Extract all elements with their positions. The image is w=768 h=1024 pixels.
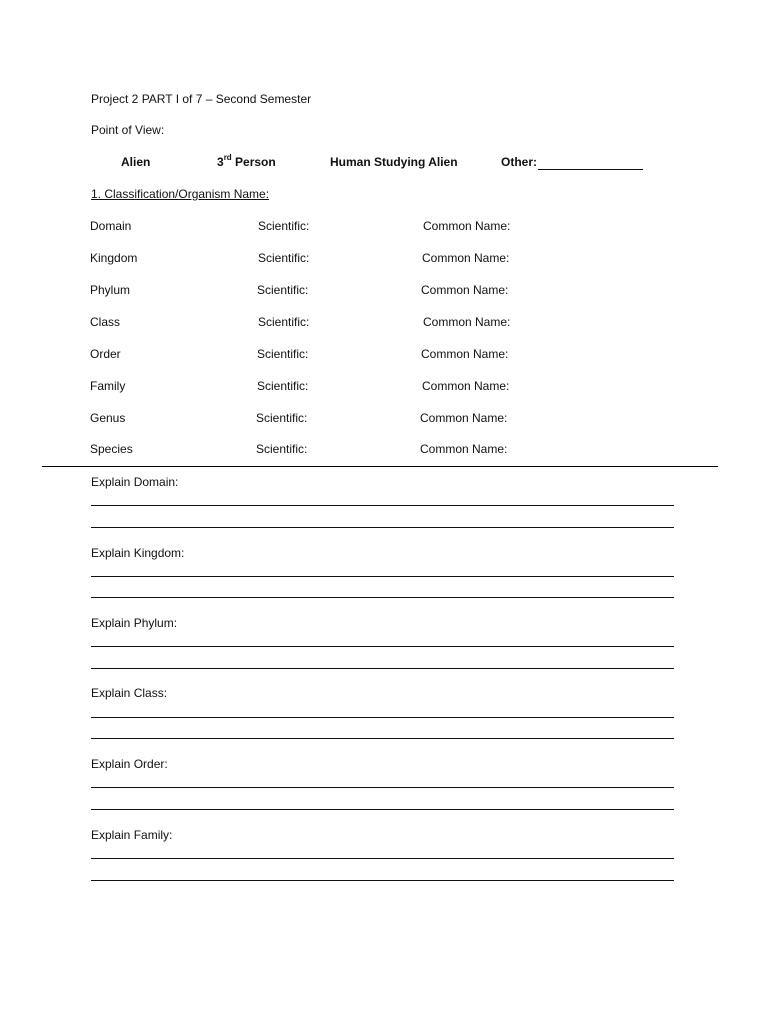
scientific-label: Scientific: — [257, 283, 309, 297]
pov-option-alien[interactable]: Alien — [121, 155, 151, 169]
explain-label: Explain Phylum: — [91, 616, 178, 630]
explain-label: Explain Family: — [91, 828, 173, 842]
rank-label: Species — [90, 442, 133, 456]
scientific-label: Scientific: — [257, 379, 309, 393]
rank-label: Order — [90, 347, 121, 361]
section-heading-classification: 1. Classification/Organism Name: — [91, 187, 270, 201]
answer-line[interactable] — [91, 738, 674, 739]
rank-label: Domain — [90, 219, 132, 233]
rank-label: Family — [90, 379, 126, 393]
point-of-view-label: Point of View: — [91, 123, 165, 137]
answer-line[interactable] — [91, 880, 674, 881]
answer-line[interactable] — [91, 787, 674, 788]
answer-line[interactable] — [91, 668, 674, 669]
common-name-label: Common Name: — [421, 283, 509, 297]
answer-line[interactable] — [91, 646, 674, 647]
explain-label: Explain Class: — [91, 686, 168, 700]
third-rest: Person — [231, 155, 276, 169]
answer-line[interactable] — [91, 809, 674, 810]
other-blank-line[interactable] — [538, 158, 643, 170]
rank-label: Phylum — [90, 283, 131, 297]
rank-label: Class — [90, 315, 121, 329]
answer-line[interactable] — [91, 527, 674, 528]
answer-line[interactable] — [91, 576, 674, 577]
scientific-label: Scientific: — [258, 219, 310, 233]
common-name-label: Common Name: — [420, 411, 508, 425]
scientific-label: Scientific: — [256, 411, 308, 425]
scientific-label: Scientific: — [256, 442, 308, 456]
answer-line[interactable] — [91, 505, 674, 506]
scientific-label: Scientific: — [258, 315, 310, 329]
third-number: 3 — [217, 155, 224, 169]
common-name-label: Common Name: — [420, 442, 508, 456]
explain-label: Explain Kingdom: — [91, 546, 185, 560]
page-title: Project 2 PART I of 7 – Second Semester — [91, 92, 312, 106]
common-name-label: Common Name: — [423, 219, 511, 233]
other-label: Other: — [501, 155, 537, 169]
answer-line[interactable] — [91, 858, 674, 859]
answer-line[interactable] — [91, 717, 674, 718]
rank-label: Genus — [90, 411, 126, 425]
common-name-label: Common Name: — [423, 315, 511, 329]
common-name-label: Common Name: — [421, 347, 509, 361]
rank-label: Kingdom — [90, 251, 138, 265]
common-name-label: Common Name: — [422, 251, 510, 265]
pov-option-other[interactable] — [501, 154, 643, 170]
third-superscript: rd — [223, 153, 232, 162]
common-name-label: Common Name: — [422, 379, 510, 393]
pov-option-third-person[interactable] — [217, 154, 276, 170]
answer-line[interactable] — [91, 597, 674, 598]
pov-option-human-studying-alien[interactable]: Human Studying Alien — [330, 155, 458, 169]
scientific-label: Scientific: — [257, 347, 309, 361]
scientific-label: Scientific: — [258, 251, 310, 265]
explain-label: Explain Domain: — [91, 475, 179, 489]
section-divider — [42, 466, 718, 467]
explain-label: Explain Order: — [91, 757, 168, 771]
